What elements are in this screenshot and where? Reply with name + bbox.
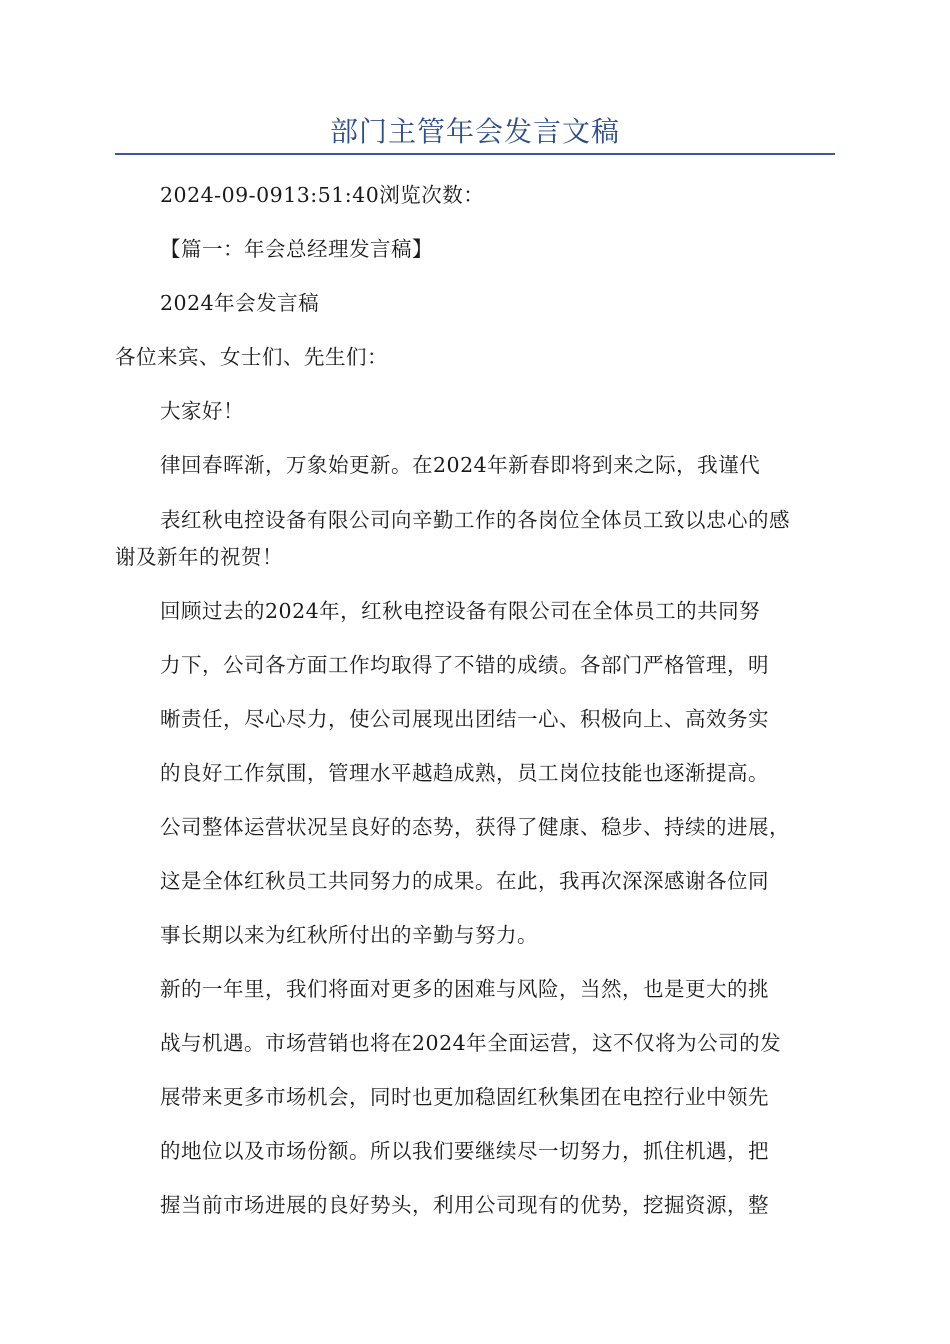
paragraph-line: 晰责任，尽心尽力，使公司展现出团结一心、积极向上、高效务实 bbox=[160, 707, 769, 731]
paragraph-line: 展带来更多市场机会，同时也更加稳固红秋集团在电控行业中领先 bbox=[160, 1085, 769, 1109]
greeting: 大家好！ bbox=[160, 399, 244, 423]
paragraph-line: 战与机遇。市场营销也将在2024年全面运营，这不仅将为公司的发 bbox=[160, 1031, 782, 1055]
paragraph-line: 力下，公司各方面工作均取得了不错的成绩。各部门严格管理，明 bbox=[160, 653, 769, 677]
paragraph-line: 的地位以及市场份额。所以我们要继续尽一切努力，抓住机遇，把 bbox=[160, 1139, 769, 1163]
paragraph-line: 回顾过去的2024年，红秋电控设备有限公司在全体员工的共同努 bbox=[160, 599, 761, 623]
paragraph-line: 律回春晖渐，万象始更新。在2024年新春即将到来之际，我谨代 bbox=[160, 453, 761, 477]
document-title: 部门主管年会发言文稿 bbox=[329, 115, 620, 148]
paragraph-line: 握当前市场进展的良好势头，利用公司现有的优势，挖掘资源，整 bbox=[160, 1193, 769, 1217]
paragraph-line: 公司整体运营状况呈良好的态势，获得了健康、稳步、持续的进展， bbox=[160, 815, 790, 839]
paragraph-line: 事长期以来为红秋所付出的辛勤与努力。 bbox=[160, 923, 538, 947]
meta-line: 2024-09-0913:51:40浏览次数： bbox=[160, 183, 485, 207]
paragraph-line: 这是全体红秋员工共同努力的成果。在此，我再次深深感谢各位同 bbox=[160, 869, 769, 893]
paragraph-line: 表红秋电控设备有限公司向辛勤工作的各岗位全体员工致以忠心的感 bbox=[160, 508, 790, 532]
section-heading: 【篇一：年会总经理发言稿】 bbox=[160, 237, 433, 261]
paragraph-line: 谢及新年的祝贺！ bbox=[115, 545, 283, 569]
title-underline bbox=[115, 153, 835, 155]
speech-title: 2024年会发言稿 bbox=[160, 291, 320, 315]
paragraph-line: 的良好工作氛围，管理水平越趋成熟，员工岗位技能也逐渐提高。 bbox=[160, 761, 769, 785]
salutation: 各位来宾、女士们、先生们： bbox=[115, 345, 388, 369]
paragraph-line: 新的一年里，我们将面对更多的困难与风险，当然，也是更大的挑 bbox=[160, 977, 769, 1001]
